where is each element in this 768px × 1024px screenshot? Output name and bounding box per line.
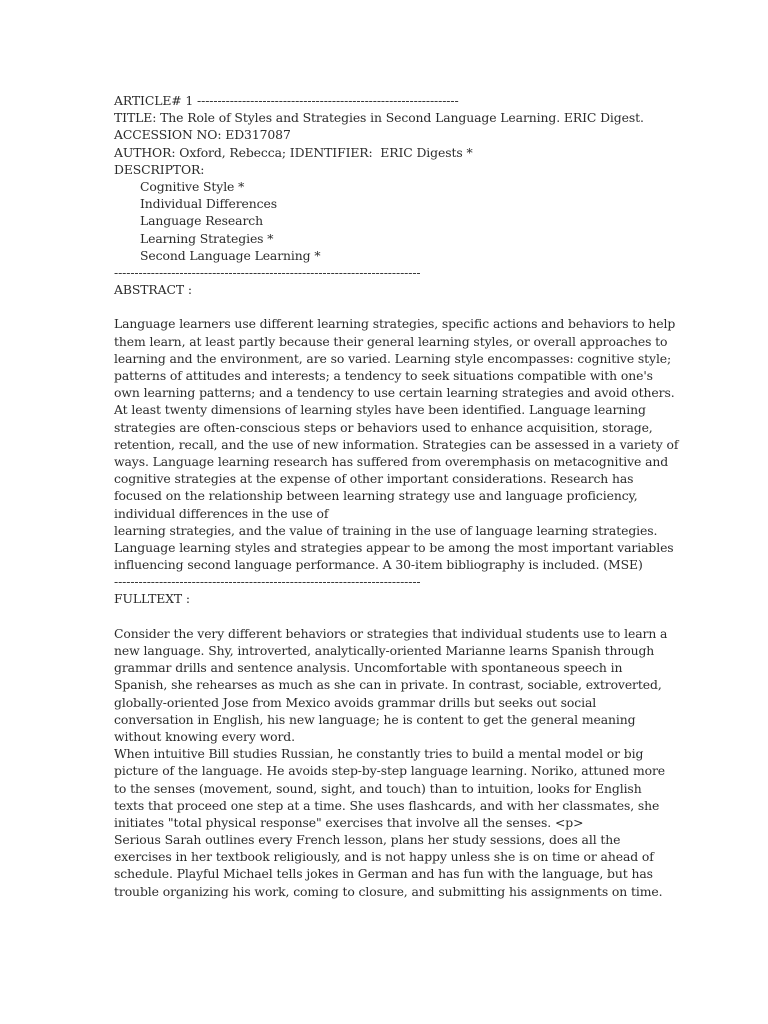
separator-line: --------------------------------------------------------------------------- <box>114 264 421 280</box>
abstract-text-line: own learning patterns; and a tendency to use certain learning strategies and avoid others. <box>114 385 675 401</box>
abstract-text-line: learning and the environment, are so varied. Learning style encompasses: cognitive style; <box>114 350 672 366</box>
descriptor-item: Second Language Learning * <box>140 247 321 263</box>
abstract-text-line: At least twenty dimensions of learning styles have been identified. Language learning <box>114 402 646 418</box>
accession-number: ACCESSION NO: ED317087 <box>114 127 291 143</box>
abstract-text-line: focused on the relationship between learning strategy use and language proficiency, <box>114 488 638 504</box>
author-line: AUTHOR: Oxford, Rebecca; IDENTIFIER: ERIC Digests * <box>114 144 473 160</box>
separator-line: --------------------------------------------------------------------------- <box>114 574 421 590</box>
blank-line <box>114 298 714 315</box>
abstract-text-line: Language learning styles and strategies appear to be among the most important variables <box>114 539 674 555</box>
abstract-text-line: strategies are often-conscious steps or behaviors used to enhance acquisition, storage, <box>114 419 653 435</box>
fulltext-label: FULLTEXT : <box>114 591 190 607</box>
fulltext-text-line: without knowing every word. <box>114 728 295 744</box>
fulltext-text-line: exercises in her textbook religiously, and is not happy unless she is on time or ahead of <box>114 849 654 865</box>
abstract-text-line: learning strategies, and the value of training in the use of language learning strategies. <box>114 522 658 538</box>
fulltext-text-line: trouble organizing his work, coming to closure, and submitting his assignments on time. <box>114 883 663 899</box>
fulltext-text-line: conversation in English, his new language; he is content to get the general meaning <box>114 711 636 727</box>
descriptor-item: Learning Strategies * <box>140 230 274 246</box>
descriptor-item: Individual Differences <box>140 196 278 212</box>
abstract-label: ABSTRACT : <box>114 282 192 298</box>
fulltext-text-line: schedule. Playful Michael tells jokes in German and has fun with the language, but has <box>114 866 653 882</box>
fulltext-text-line: Serious Sarah outlines every French lesson, plans her study sessions, does all the <box>114 832 621 848</box>
abstract-text-line: patterns of attitudes and interests; a tendency to seek situations compatible with one's <box>114 368 653 383</box>
fulltext-text-line: globally-oriented Jose from Mexico avoids grammar drills but seeks out social <box>114 694 597 710</box>
abstract-text-line: cognitive strategies at the expense of other important considerations. Research has <box>114 471 634 487</box>
abstract-text-line: individual differences in the use of <box>114 505 329 521</box>
abstract-text-line: retention, recall, and the use of new information. Strategies can be assessed in a variety of <box>114 436 679 452</box>
fulltext-text-line: picture of the language. He avoids step-by-step language learning. Noriko, attuned more <box>114 763 666 779</box>
abstract-text-line: influencing second language performance. A 30-item bibliography is included. (MSE) <box>114 557 643 573</box>
abstract-text-line: them learn, at least partly because their general learning styles, or overall approaches to <box>114 333 668 349</box>
descriptor-item: Cognitive Style * <box>140 178 245 194</box>
fulltext-text-line: texts that proceed one step at a time. She uses flashcards, and with her classmates, she <box>114 797 660 813</box>
document-page <box>114 92 714 900</box>
fulltext-text-line: When intuitive Bill studies Russian, he constantly tries to build a mental model or big <box>114 746 644 762</box>
abstract-text-line: Language learners use different learning strategies, specific actions and behaviors to help <box>114 316 676 332</box>
blank-line <box>114 608 714 625</box>
fulltext-text-line: Consider the very different behaviors or strategies that individual students use to learn a <box>114 625 668 641</box>
article-header: ARTICLE# 1 ---------------------------------------------------------------- <box>114 93 459 108</box>
abstract-text-line: ways. Language learning research has suffered from overemphasis on metacognitive and <box>114 453 669 469</box>
descriptor-label: DESCRIPTOR: <box>114 161 205 177</box>
abstract-body <box>114 315 714 573</box>
fulltext-text-line: Spanish, she rehearses as much as she can in private. In contrast, sociable, extroverted, <box>114 677 662 693</box>
article-title: TITLE: The Role of Styles and Strategies in Second Language Learning. ERIC Digest. <box>114 110 644 126</box>
fulltext-body <box>114 625 714 900</box>
fulltext-text-line: grammar drills and sentence analysis. Uncomfortable with spontaneous speech in <box>114 660 623 676</box>
fulltext-text-line: initiates "total physical response" exercises that involve all the senses. <p> <box>114 814 584 830</box>
fulltext-text-line: to the senses (movement, sound, sight, and touch) than to intuition, looks for English <box>114 780 642 796</box>
fulltext-text-line: new language. Shy, introverted, analytically-oriented Marianne learns Spanish through <box>114 643 655 658</box>
descriptor-item: Language Research <box>140 213 263 229</box>
